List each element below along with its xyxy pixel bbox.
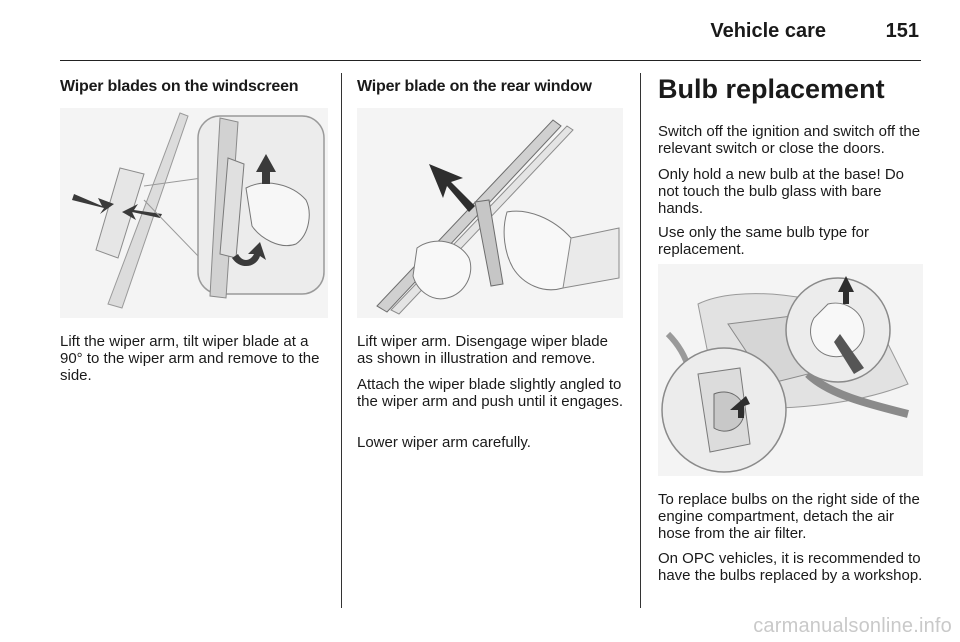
wiper-rear-figure — [357, 108, 623, 318]
heading-wiper-windscreen: Wiper blades on the windscreen — [60, 78, 299, 95]
wiper-windscreen-figure — [60, 108, 328, 318]
paragraph: Switch off the ignition and switch off the relevant switch or close the doors. — [658, 123, 921, 157]
paragraph: Attach the wiper blade slightly angled to the wiper arm and push until it engages. — [357, 376, 623, 410]
paragraph: Lower wiper arm carefully. — [357, 434, 531, 451]
column-wiper-windscreen — [60, 60, 328, 642]
section-title: Vehicle care — [710, 20, 826, 42]
paragraph: On OPC vehicles, it is recommended to have the bulbs replaced by a workshop. — [658, 550, 923, 584]
page-header — [60, 0, 921, 61]
engine-compartment-figure — [658, 264, 923, 476]
heading-wiper-rear: Wiper blade on the rear window — [357, 78, 592, 95]
column-divider — [341, 73, 342, 608]
paragraph: To replace bulbs on the right side of the engine compartment, detach the air hose from the air filter. — [658, 491, 920, 542]
paragraph: Use only the same bulb type for replacement. — [658, 224, 869, 258]
paragraph: Lift the wiper arm, tilt wiper blade at a 90° to the wiper arm and remove to the side. — [60, 333, 320, 384]
paragraph: Lift wiper arm. Disengage wiper blade as shown in illustration and remove. — [357, 333, 608, 367]
column-bulb-replacement — [658, 60, 923, 642]
column-wiper-rear — [357, 60, 625, 642]
paragraph: Only hold a new bulb at the base! Do not touch the bulb glass with bare hands. — [658, 166, 904, 217]
watermark: carmanualsonline.info — [753, 615, 952, 637]
column-divider — [640, 73, 641, 608]
heading-bulb-replacement: Bulb replacement — [658, 74, 885, 104]
page-number: 151 — [885, 20, 919, 42]
